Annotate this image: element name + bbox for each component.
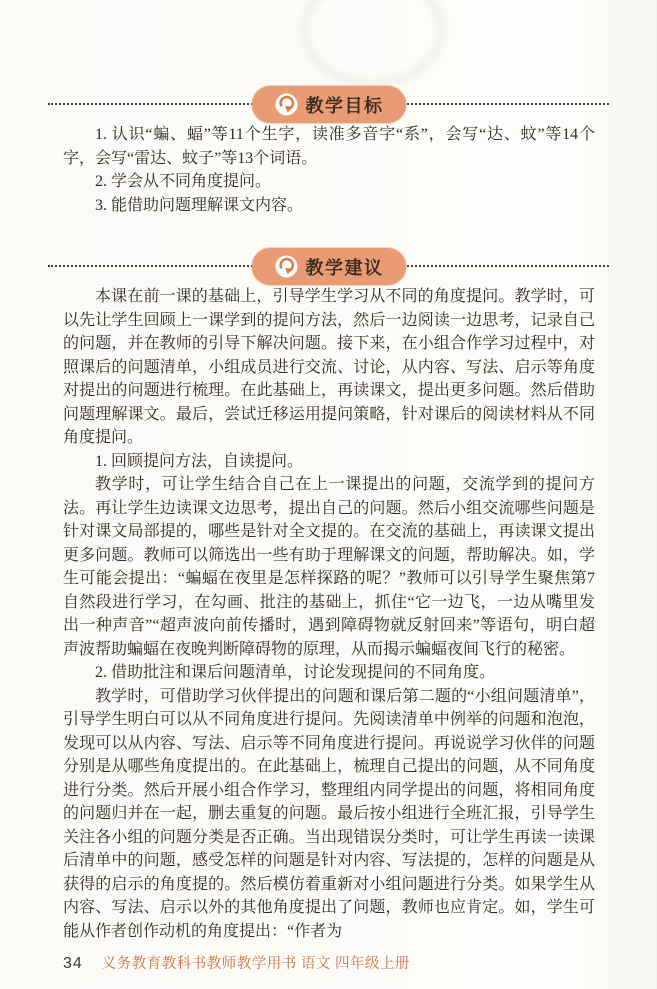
section-header-suggestions — [63, 248, 595, 285]
objective-item-2: 2. 学会从不同角度提问。 — [95, 173, 272, 190]
page-number: 34 — [63, 955, 83, 972]
book-title: 义务教育教科书教师教学用书 语文 四年级上册 — [101, 956, 411, 972]
section-badge-suggestions — [252, 248, 406, 285]
objective-item-1: 1. 认识“蝙、蝠”等11个生字，读准多音字“系”，会写“达、蚊”等14个字，会写“雷达、蚊子”等13个词语。 — [63, 126, 595, 167]
suggestion-paragraph-2: 教学时，可借助学习伙伴提出的问题和课后第二题的“小组问题清单”，引导学生明白可以从不同角度进行提问。先阅读清单中例举的问题和泡泡，发现可以从内容、写法、启示等不同角度进行提问。再说说学习伙伴的问题分别是从哪些角度提出的。在此基础上，梳理自己提出的问题，从不同角度进行分类。然后开展小组合作学习，整理组内同学提出的问题，将相同角度的问题归并在一起，删去重复的问题。最后按小组进行全班汇报，引导学生关注各小组的问题分类是否正确。当出现错误分类时，可让学生再读一读课后清单中的问题，感受怎样的问题是针对内容、写法提的，怎样的问题是从获得的启示的角度提的。然后模仿着重新对小组问题进行分类。如果学生从内容、写法、启示以外的其他角度提出了问题，教师也应肯定。如，学生可能从作者创作动机的角度提出：“作者为 — [63, 687, 595, 940]
scan-watermark — [300, 0, 446, 88]
objective-item-3: 3. 能借助问题理解课文内容。 — [95, 196, 304, 214]
section-badge-label: 教学建议 — [305, 257, 384, 279]
section-header-objectives — [63, 86, 595, 123]
curved-down-arrow-icon — [275, 93, 298, 116]
suggestion-paragraph-1: 教学时，可让学生结合自己在上一课提出的问题，交流学到的提问方法。再让学生边读课文边思考，提出自己的问题。然后小组交流哪些问题是针对课文局部提的，哪些是针对全文提的。在交流的基础上，再读课文提出更多问题。教师可以筛选出一些有助于理解课文的问题，帮助解决。如，学生可能会提出：“蝙蝠在夜里是怎样探路的呢？”教师可以引导学生聚焦第7自然段进行学习，在勾画、批注的基础上，抓住“它一边飞，一边从嘴里发出一种声音”“超声波向前传播时，遇到障碍物就反射回来”等语句，明白超声波帮助蝙蝠在夜晚判断障碍物的原理，从而揭示蝙蝠夜间飞行的秘密。 — [63, 476, 595, 658]
suggestions-intro-paragraph: 本课在前一课的基础上，引导学生学习从不同的角度提问。教学时，可以先让学生回顾上一课学到的提问方法，然后一边阅读一边思考，记录自己的问题，并在教师的引导下解决问题。接下来，在小组合作学习过程中，对照课后的问题清单，小组成员进行交流、讨论，从内容、写法、启示等角度对提出的问题进行梳理。在此基础上，再读课文，提出更多问题。然后借助问题理解课文。最后，尝试迁移运用提问策略，针对课后的阅读材料从不同角度提问。 — [63, 288, 595, 446]
section-teaching-objectives — [63, 86, 595, 217]
section-badge-objectives — [252, 86, 406, 123]
curved-down-arrow-icon — [275, 255, 298, 278]
page-footer — [63, 952, 595, 973]
suggestion-subheading-1: 1. 回顾提问方法，自读提问。 — [95, 452, 304, 470]
suggestion-subheading-2: 2. 借助批注和课后问题清单，讨论发现提问的不同角度。 — [95, 664, 496, 681]
section-teaching-suggestions — [63, 248, 595, 943]
section-badge-label: 教学目标 — [305, 95, 384, 117]
